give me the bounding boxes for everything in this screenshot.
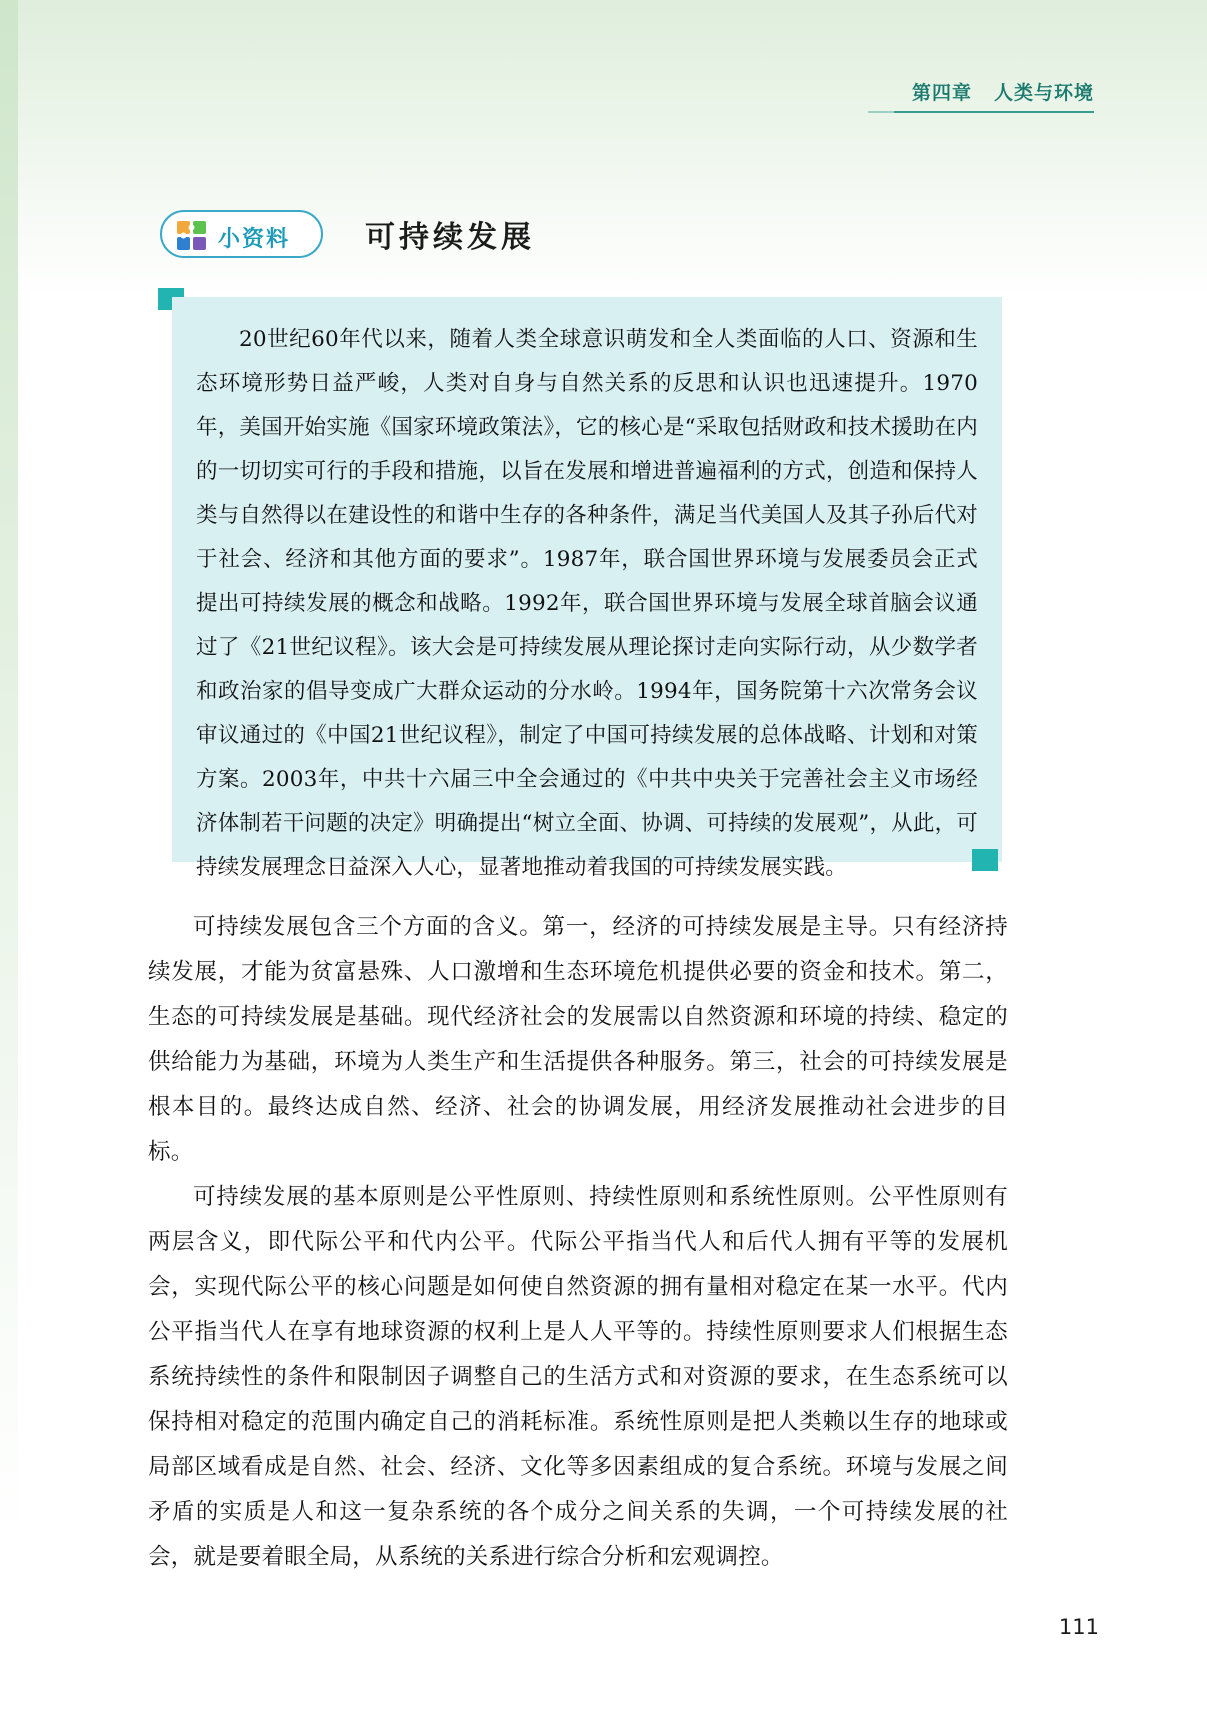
quote-box-text: 20世纪60年代以来，随着人类全球意识萌发和全人类面临的人口、资源和生态环境形势日益严峻，人类对自身与自然关系的反思和认识也迅速提升。1970年，美国开始实施《国家环境政策法》，它的核心是“采取包括财政和技术援助在内的一切切实可行的手段和措施，以旨在发展和增进普遍福利的方式，创造和保持人类与自然得以在建设性的和谐中生存的各种条件，满足当代美国人及其子孙后代对于社会、经济和其他方面的要求”。1987年，联合国世界环境与发展委员会正式提出可持续发展的概念和战略。1992年，联合国世界环境与发展全球首脑会议通过了《21世纪议程》。该大会是可持续发展从理论探讨走向实际行动，从少数学者和政治家的倡导变成广大群众运动的分水岭。1994年，国务院第十六次常务会议审议通过的《中国21世纪议程》，制定了中国可持续发展的总体战略、计划和对策方案。2003年，中共十六届三中全会通过的《中共中央关于完善社会主义市场经济体制若干问题的决定》明确提出“树立全面、协调、可持续的发展观”，从此，可持续发展理念日益深入人心，显著地推动着我国的可持续发展实践。 bbox=[196, 327, 978, 880]
body-paragraph: 可持续发展包含三个方面的含义。第一，经济的可持续发展是主导。只有经济持续发展，才能为贫富悬殊、人口激增和生态环境危机提供必要的资金和技术。第二，生态的可持续发展是基础。现代经济社会的发展需以自然资源和环境的持续、稳定的供给能力为基础，环境为人类生产和生活提供各种服务。第三，社会的可持续发展是根本目的。最终达成自然、经济、社会的协调发展，用经济发展推动社会进步的目标。 bbox=[148, 914, 1008, 1165]
running-head bbox=[912, 78, 1094, 105]
section-heading bbox=[160, 210, 1060, 266]
sidebar-tag-pill bbox=[160, 210, 323, 258]
running-head-rule-secondary bbox=[868, 111, 894, 113]
page-number: 111 bbox=[1058, 1615, 1099, 1639]
puzzle-icon bbox=[176, 220, 208, 252]
running-head-chapter: 第四章 bbox=[911, 82, 972, 104]
section-title: 可持续发展 bbox=[365, 220, 535, 255]
body-column bbox=[148, 905, 1008, 1580]
running-head-rule bbox=[894, 111, 1094, 113]
section-tag-label: 小资料 bbox=[218, 227, 291, 252]
running-head-title: 人类与环境 bbox=[993, 82, 1094, 104]
body-paragraph: 可持续发展的基本原则是公平性原则、持续性原则和系统性原则。公平性原则有两层含义，即代际公平和代内公平。代际公平指当代人和后代人拥有平等的发展机会，实现代际公平的核心问题是如何使自然资源的拥有量相对稳定在某一水平。代内公平指当代人在享有地球资源的权利上是人人平等的。持续性原则要求人们根据生态系统持续性的条件和限制因子调整自己的生活方式和对资源的要求，在生态系统可以保持相对稳定的范围内确定自己的消耗标准。系统性原则是把人类赖以生存的地球或局部区域看成是自然、社会、经济、文化等多因素组成的复合系统。环境与发展之间矛盾的实质是人和这一复杂系统的各个成分之间关系的失调，一个可持续发展的社会，就是要着眼全局，从系统的关系进行综合分析和宏观调控。 bbox=[148, 1184, 1008, 1570]
